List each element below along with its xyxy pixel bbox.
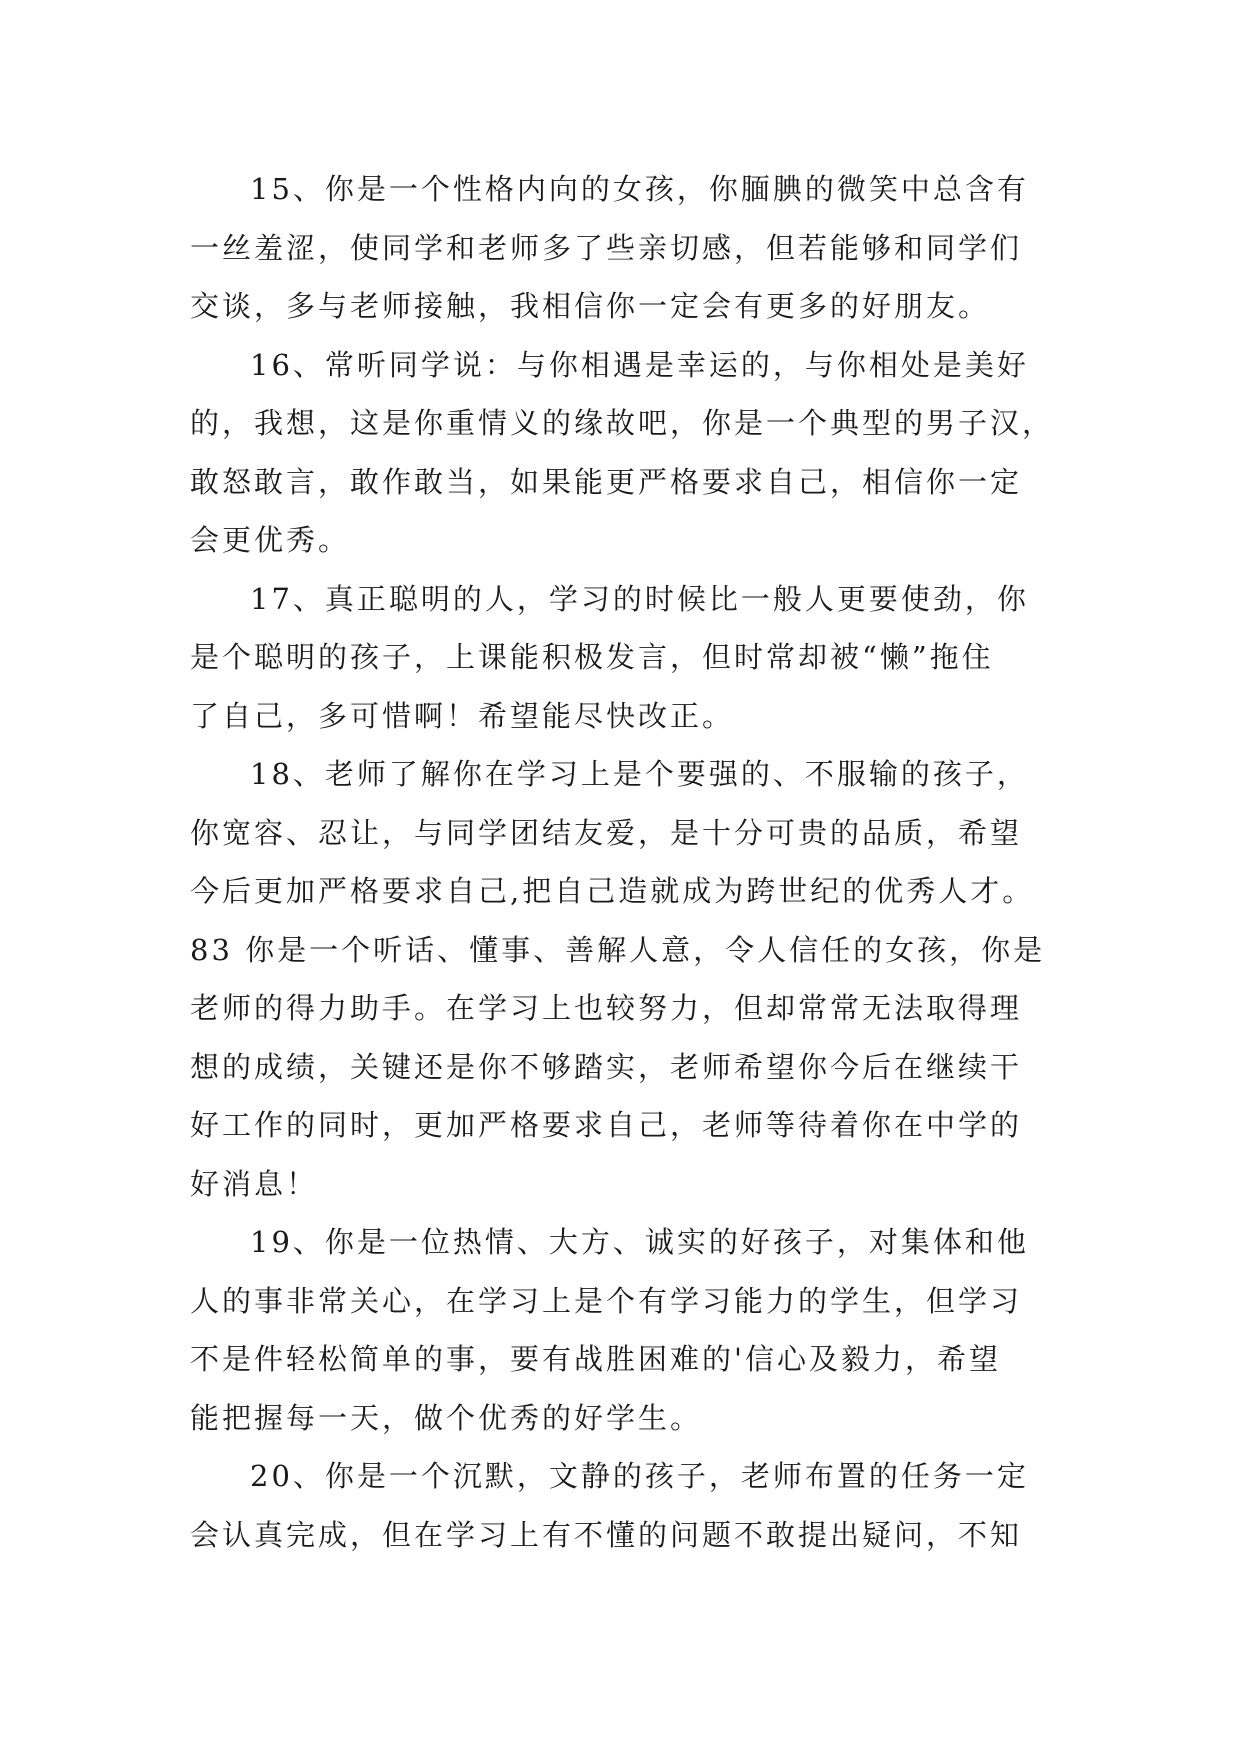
text-line: 一丝羞涩，使同学和老师多了些亲切感，但若能够和同学们 [190,230,1023,265]
text-line: 交谈，多与老师接触，我相信你一定会有更多的好朋友。 [190,289,991,323]
text-line: 老师的得力助手。在学习上也较努力，但却常常无法取得理 [190,991,1023,1025]
text-line: 15、你是一个性格内向的女孩，你腼腆的微笑中总含有 [250,172,1029,206]
document-body [190,160,1060,1564]
text-line: 想的成绩，关键还是你不够踏实，老师希望你今后在继续干 [190,1049,1023,1084]
text-line: 好消息！ [190,1166,319,1201]
text-line: 17、真正聪明的人，学习的时候比一般人更要使劲，你 [250,581,1029,616]
text-line: 今后更加严格要求自己,把自己造就成为跨世纪的优秀人才。 [190,874,1035,908]
text-line: 你宽容、忍让，与同学团结友爱，是十分可贵的品质，希望 [190,815,1023,850]
text-line: 人的事非常关心，在学习上是个有学习能力的学生，但学习 [190,1283,1023,1318]
text-line: 19、你是一位热情、大方、诚实的好孩子，对集体和他 [250,1225,1029,1259]
text-line: 的，我想，这是你重情义的缘故吧，你是一个典型的男子汉， [190,406,1055,440]
text-line: 83 你是一个听话、懂事、善解人意，令人信任的女孩，你是 [190,932,1046,967]
text-line: 是个聪明的孩子，上课能积极发言，但时常却被“懒”拖住 [190,640,994,674]
text-line: 16、常听同学说：与你相遇是幸运的，与你相处是美好 [250,347,1029,382]
text-line: 20、你是一个沉默，文静的孩子，老师布置的任务一定 [250,1459,1029,1493]
text-line: 能把握每一天，做个优秀的好学生。 [190,1400,703,1435]
text-line: 好工作的同时，更加严格要求自己，老师等待着你在中学的 [190,1108,1023,1142]
text-line: 会更优秀。 [190,523,351,557]
text-line: 会认真完成，但在学习上有不懂的问题不敢提出疑问，不知 [190,1517,1023,1552]
text-line: 不是件轻松简单的事，要有战胜困难的'信心及毅力，希望 [190,1342,1001,1376]
text-line: 18、老师了解你在学习上是个要强的、不服输的孩子， [250,757,1029,791]
text-line: 了自己，多可惜啊！希望能尽快改正。 [190,698,735,733]
text-line: 敢怒敢言，敢作敢当，如果能更严格要求自己，相信你一定 [190,464,1023,499]
